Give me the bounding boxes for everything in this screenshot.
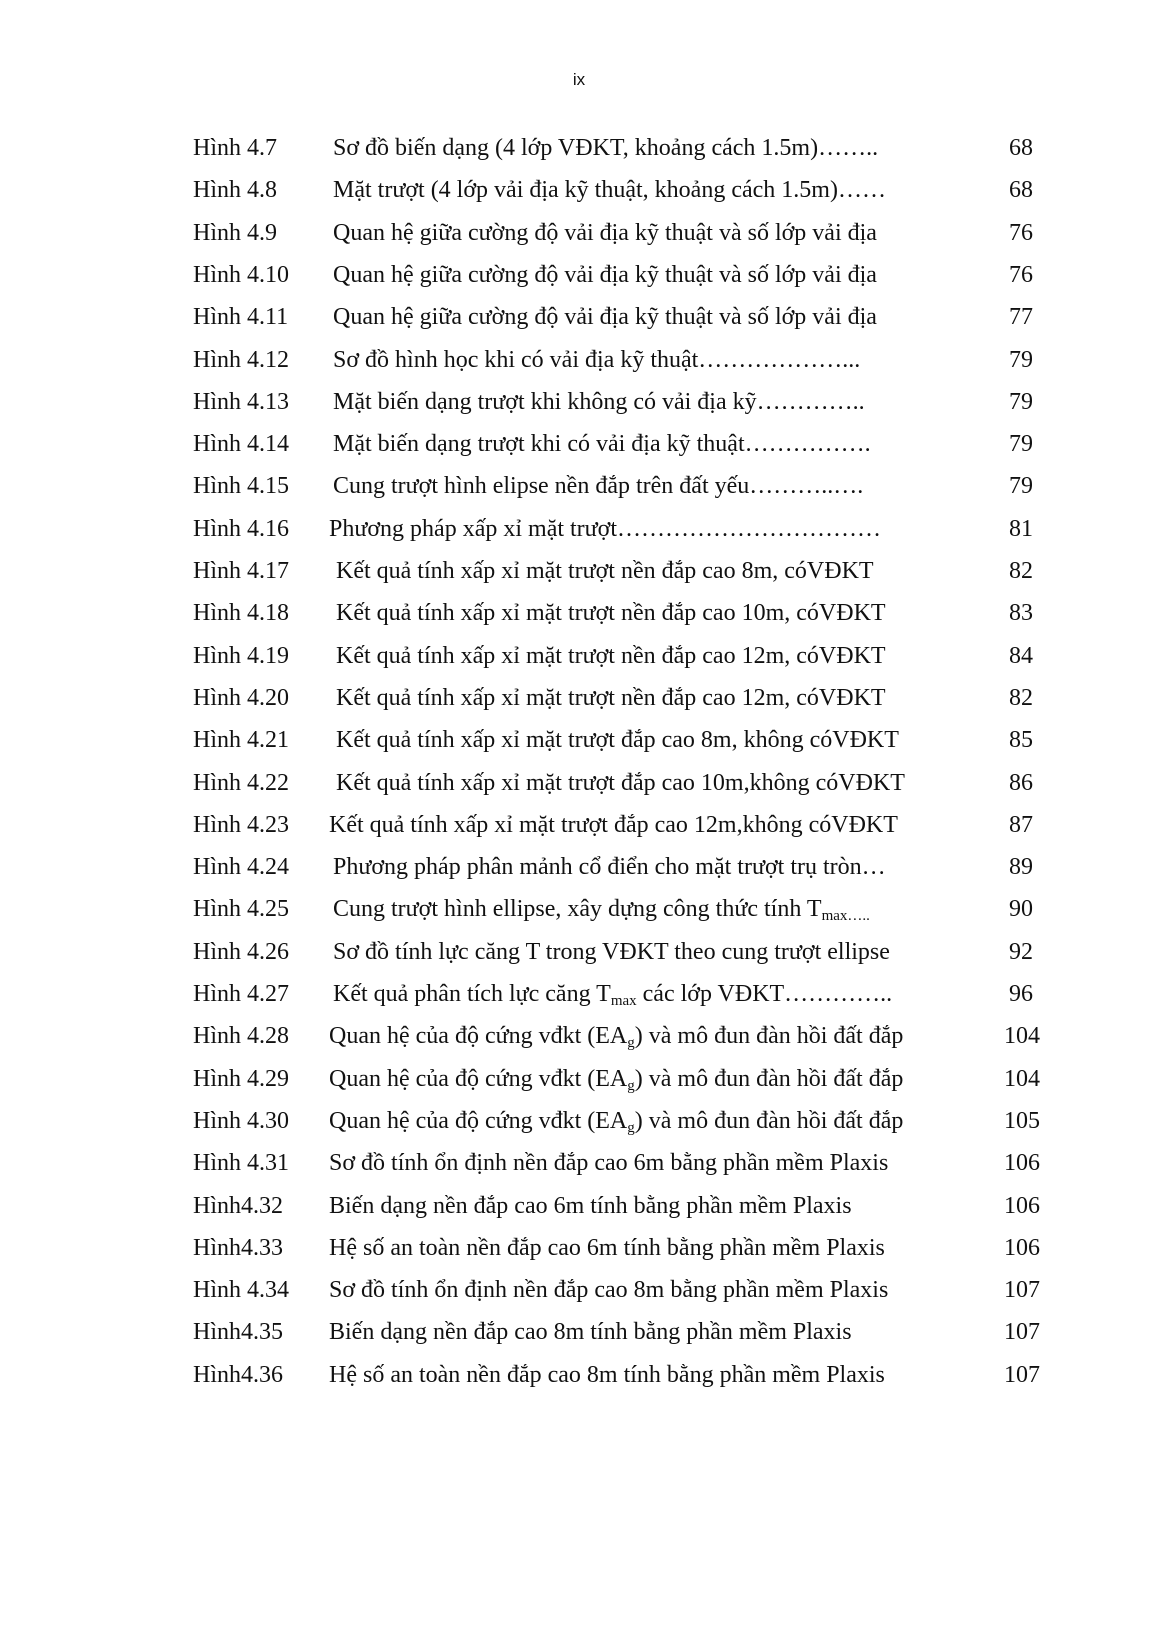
figure-page: 107 [1004, 1319, 1040, 1346]
figure-entry [0, 423, 1158, 465]
figure-entry [0, 550, 1158, 592]
figure-page: 79 [1009, 473, 1033, 500]
figure-page: 76 [1009, 261, 1033, 288]
figure-title: Sơ đồ hình học khi có vải địa kỹ thuật………………... [333, 346, 861, 373]
figure-title [333, 888, 983, 930]
figure-title: Quan hệ giữa cường độ vải địa kỹ thuật và số lớp vải địa [333, 304, 877, 331]
figure-entry [0, 762, 1158, 804]
figure-title: Sơ đồ tính ổn định nền đắp cao 8m bằng phần mềm Plaxis [329, 1277, 889, 1304]
figure-page: 86 [1009, 769, 1033, 796]
figure-page: 104 [1004, 1023, 1040, 1050]
figure-entry [0, 1142, 1158, 1184]
figure-entry [0, 592, 1158, 634]
figure-entry [0, 296, 1158, 338]
figure-page: 106 [1004, 1150, 1040, 1177]
figure-label: Hình4.32 [193, 1192, 283, 1219]
figure-entry [0, 719, 1158, 761]
figure-entry [0, 465, 1158, 507]
figure-title: Quan hệ giữa cường độ vải địa kỹ thuật và số lớp vải địa [333, 261, 877, 288]
figure-label: Hình 4.7 [193, 135, 277, 161]
figure-page: 79 [1009, 431, 1033, 458]
figure-title-subscript: g [627, 1035, 635, 1052]
figure-label: Hình 4.14 [193, 431, 289, 458]
figure-entry [0, 339, 1158, 381]
figure-title: Sơ đồ tính lực căng T trong VĐKT theo cung trượt ellipse [333, 938, 890, 965]
figure-title: Quan hệ giữa cường độ vải địa kỹ thuật và số lớp vải địa [333, 219, 877, 246]
figure-entry [0, 973, 1158, 1015]
figure-page: 89 [1009, 854, 1033, 881]
figure-title: Phương pháp phân mảnh cổ điển cho mặt trượt trụ tròn… [333, 854, 886, 881]
figure-title: Phương pháp xấp xỉ mặt trượt…………………………… [329, 515, 882, 542]
figure-entry [0, 931, 1158, 973]
figure-title: Hệ số an toàn nền đắp cao 6m tính bằng phần mềm Plaxis [329, 1234, 885, 1261]
figure-label: Hình 4.28 [193, 1023, 289, 1050]
figure-label: Hình 4.10 [193, 261, 289, 288]
figure-label: Hình4.35 [193, 1319, 283, 1346]
figure-entry [0, 1311, 1158, 1353]
figure-entry [0, 508, 1158, 550]
figure-title: Mặt biến dạng trượt khi không có vải địa kỹ………….. [333, 388, 865, 415]
figure-label: Hình 4.18 [193, 600, 289, 627]
figure-title: Kết quả tính xấp xỉ mặt trượt đắp cao 8m, không cóVĐKT [336, 727, 899, 754]
figure-label: Hình 4.30 [193, 1107, 289, 1134]
figure-entry [0, 1354, 1158, 1396]
figure-title: Biến dạng nền đắp cao 8m tính bằng phần mềm Plaxis [329, 1319, 852, 1346]
figure-entry [0, 127, 1158, 169]
figure-title: Kết quả tính xấp xỉ mặt trượt nền đắp cao 8m, cóVĐKT [336, 558, 874, 584]
figure-page: 87 [1009, 811, 1033, 838]
figure-label: Hình 4.25 [193, 896, 289, 923]
figure-label: Hình 4.22 [193, 769, 289, 796]
figure-title [333, 973, 983, 1015]
figure-page: 77 [1009, 304, 1033, 331]
figure-page: 107 [1004, 1277, 1040, 1304]
figure-label: Hình 4.27 [193, 981, 289, 1007]
figure-page: 79 [1009, 388, 1033, 415]
figure-page: 90 [1009, 896, 1033, 923]
figure-title-text-after: các lớp VĐKT………….. [636, 981, 893, 1007]
figure-title-text-after: ) và mô đun đàn hồi đất đắp [634, 1065, 904, 1092]
figure-page: 79 [1009, 346, 1033, 373]
figure-title-text: Quan hệ của độ cứng vđkt (EA [329, 1023, 628, 1050]
figure-entry [0, 1185, 1158, 1227]
figure-title-text-after: ) và mô đun đàn hồi đất đắp [634, 1023, 904, 1050]
figure-title-text: Kết quả phân tích lực căng T [333, 981, 611, 1007]
figure-title-subscript: max….. [821, 908, 870, 925]
figure-entry [0, 888, 1158, 930]
figure-page: 84 [1009, 642, 1033, 669]
figure-label: Hình 4.19 [193, 642, 289, 669]
figure-page: 82 [1009, 684, 1033, 711]
figure-label: Hình 4.21 [193, 727, 289, 754]
figure-entry [0, 1058, 1158, 1100]
figure-title: Kết quả tính xấp xỉ mặt trượt đắp cao 10m,không cóVĐKT [336, 769, 905, 796]
figure-title [329, 1058, 979, 1100]
figure-title: Sơ đồ biến dạng (4 lớp VĐKT, khoảng cách 1.5m)…….. [333, 135, 879, 161]
figure-label: Hình4.33 [193, 1234, 283, 1261]
figure-page: 96 [1009, 981, 1033, 1007]
page-number: ix [572, 70, 586, 89]
figure-label: Hình 4.34 [193, 1277, 289, 1304]
figure-page: 83 [1009, 600, 1033, 627]
figure-title [329, 1100, 979, 1142]
figure-title: Cung trượt hình elipse nền đắp trên đất yếu………..…. [333, 473, 864, 500]
figure-page: 106 [1004, 1234, 1040, 1261]
figure-label: Hình 4.16 [193, 515, 289, 542]
figure-title: Biến dạng nền đắp cao 6m tính bằng phần mềm Plaxis [329, 1192, 852, 1219]
figure-title-text: Cung trượt hình ellipse, xây dựng công thức tính T [333, 896, 822, 923]
figure-page: 76 [1009, 219, 1033, 246]
figure-entry [0, 1269, 1158, 1311]
figure-page: 104 [1004, 1065, 1040, 1092]
figure-page: 82 [1009, 558, 1033, 584]
figure-label: Hình4.36 [193, 1361, 283, 1388]
figure-label: Hình 4.24 [193, 854, 289, 881]
figure-title-subscript: max [610, 993, 637, 1009]
figure-page: 68 [1009, 135, 1033, 161]
figure-title: Kết quả tính xấp xỉ mặt trượt nền đắp cao 10m, cóVĐKT [336, 600, 886, 627]
figure-label: Hình 4.31 [193, 1150, 289, 1177]
figure-label: Hình 4.23 [193, 811, 289, 838]
figure-entry [0, 846, 1158, 888]
figure-title [329, 1015, 979, 1057]
figure-entry [0, 804, 1158, 846]
figure-page: 107 [1004, 1361, 1040, 1388]
figure-label: Hình 4.9 [193, 219, 277, 246]
figure-title: Mặt biến dạng trượt khi có vải địa kỹ thuật……………. [333, 431, 871, 458]
figure-entry [0, 254, 1158, 296]
figure-title-text: Quan hệ của độ cứng vđkt (EA [329, 1065, 628, 1092]
figure-title-text: Quan hệ của độ cứng vđkt (EA [329, 1107, 628, 1134]
figure-page: 68 [1009, 177, 1033, 204]
figure-title-subscript: g [627, 1119, 635, 1136]
figure-label: Hình 4.12 [193, 346, 289, 373]
figure-page: 106 [1004, 1192, 1040, 1219]
figure-entry [0, 169, 1158, 211]
figure-entry [0, 1227, 1158, 1269]
figure-title: Hệ số an toàn nền đắp cao 8m tính bằng phần mềm Plaxis [329, 1361, 885, 1388]
figure-label: Hình 4.11 [193, 304, 289, 331]
figure-page: 85 [1009, 727, 1033, 754]
figure-entry [0, 212, 1158, 254]
figure-label: Hình 4.13 [193, 388, 289, 415]
figure-title: Mặt trượt (4 lớp vải địa kỹ thuật, khoảng cách 1.5m)…… [333, 177, 886, 204]
figure-label: Hình 4.8 [193, 177, 277, 204]
figure-entry [0, 677, 1158, 719]
figure-title: Kết quả tính xấp xỉ mặt trượt đắp cao 12m,không cóVĐKT [329, 811, 898, 838]
figure-entry [0, 1100, 1158, 1142]
figure-page: 81 [1009, 515, 1033, 542]
figure-label: Hình 4.17 [193, 558, 289, 584]
figure-page: 105 [1004, 1107, 1040, 1134]
figure-entry [0, 1015, 1158, 1057]
figure-title: Kết quả tính xấp xỉ mặt trượt nền đắp cao 12m, cóVĐKT [336, 684, 886, 711]
figure-label: Hình 4.26 [193, 938, 289, 965]
figure-entry [0, 381, 1158, 423]
figure-label: Hình 4.15 [193, 473, 289, 500]
figure-title-subscript: g [627, 1077, 635, 1094]
figure-entry [0, 635, 1158, 677]
figure-label: Hình 4.20 [193, 684, 289, 711]
figure-title: Sơ đồ tính ổn định nền đắp cao 6m bằng phần mềm Plaxis [329, 1150, 889, 1177]
figure-page: 92 [1009, 938, 1033, 965]
figure-title-text-after: ) và mô đun đàn hồi đất đắp [634, 1107, 904, 1134]
figure-title: Kết quả tính xấp xỉ mặt trượt nền đắp cao 12m, cóVĐKT [336, 642, 886, 669]
figure-label: Hình 4.29 [193, 1065, 289, 1092]
